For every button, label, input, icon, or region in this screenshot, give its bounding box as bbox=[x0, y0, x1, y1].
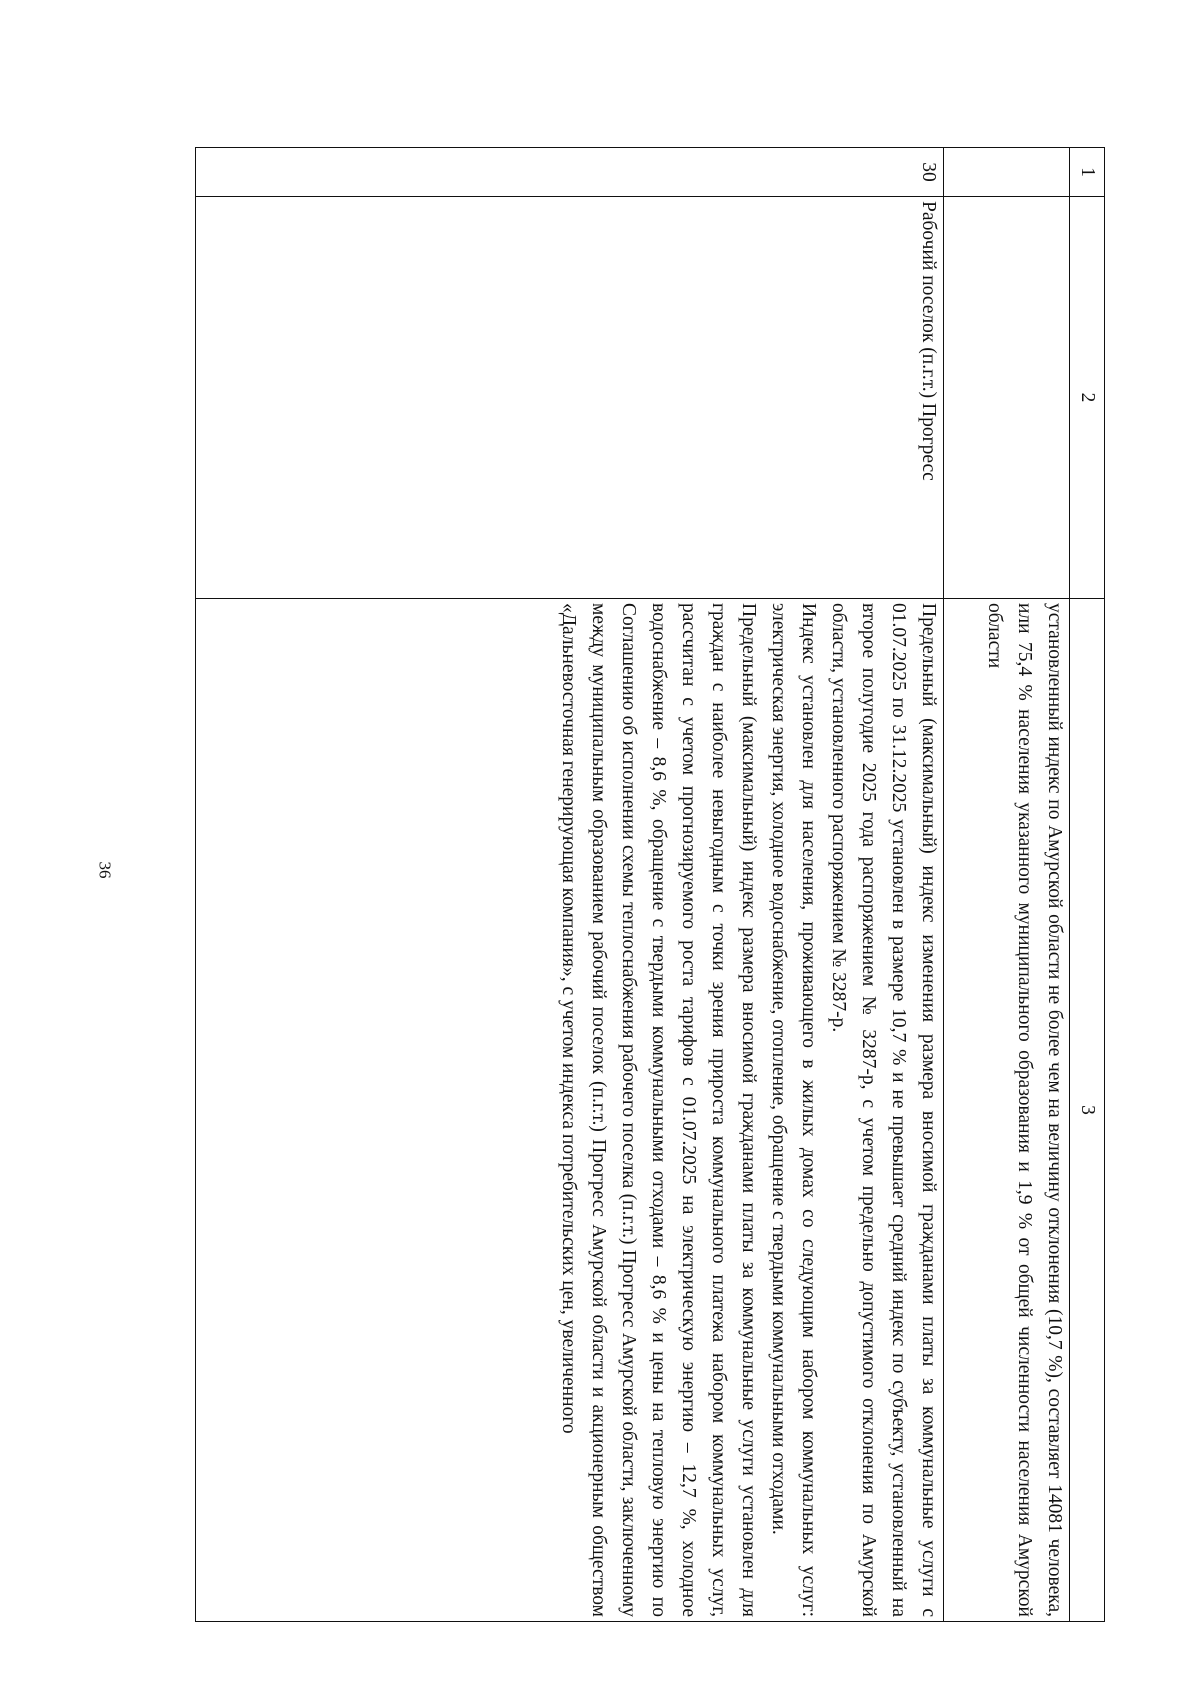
header-col-3: 3 bbox=[1070, 599, 1105, 1622]
row-description bbox=[196, 599, 944, 1622]
row-number bbox=[944, 148, 1070, 197]
paragraph: установленный индекс по Амурской области не более чем на величину отклонения (10,7 %), составляет 14081 человека, или 75,4 % населения указанного муниципального образования и 1,9 % от общей численности населения Амурской области bbox=[984, 603, 1065, 1617]
municipality-name: Рабочий поселок (п.г.т.) Прогресс bbox=[196, 197, 944, 599]
paragraph: Индекс установлен для населения, проживающего в жилых домах со следующим набором коммунальных услуг: электрическая энергия, холодное водоснабжение, отопление, обращение с твердыми коммунальными отходами. bbox=[768, 603, 819, 1617]
page-number: 36 bbox=[95, 861, 115, 879]
row-number: 30 bbox=[196, 148, 944, 197]
header-col-1: 1 bbox=[1070, 148, 1105, 197]
paragraph: Предельный (максимальный) индекс размера вносимой гражданами платы за коммунальные услуги установлен для граждан с наиболее невыгодным с точки зрения прироста коммунального платежа набором коммунальных услуг, рассчитан с учетом прогнозируемого роста тарифов с 01.07.2025 на электрическую энергию – 12,7 %, холодное водоснабжение – 8,6 %, обращение с твердыми коммунальными отходами – 8,6 % и цены на тепловую энергию по Соглашению об исполнении схемы теплоснабжения рабочего поселка (п.г.т.) Прогресс Амурской области, заключенному между муниципальным образованием рабочий поселок (п.г.т.) Прогресс Амурской области и акционерным обществом «Дальневосточная генерирующая компания», с учетом индекса потребительских цен, увеличенного bbox=[558, 603, 759, 1617]
municipality-name bbox=[944, 197, 1070, 599]
row-description bbox=[944, 599, 1070, 1622]
table-header-row bbox=[1070, 148, 1105, 1622]
header-col-2: 2 bbox=[1070, 197, 1105, 599]
table-row bbox=[944, 148, 1070, 1622]
document-table bbox=[195, 147, 1105, 1622]
table-row bbox=[196, 148, 944, 1622]
paragraph: Предельный (максимальный) индекс изменения размера вносимой гражданами платы за коммунальные услуги с 01.07.2025 по 31.12.2025 установлен в размере 10,7 % и не превышает средний индекс по субъекту, установленный на второе полугодие 2025 года распоряжением № 3287-р, с учетом предельно допустимого отклонения по Амурской области, установленного распоряжением № 3287-р. bbox=[828, 603, 939, 1617]
